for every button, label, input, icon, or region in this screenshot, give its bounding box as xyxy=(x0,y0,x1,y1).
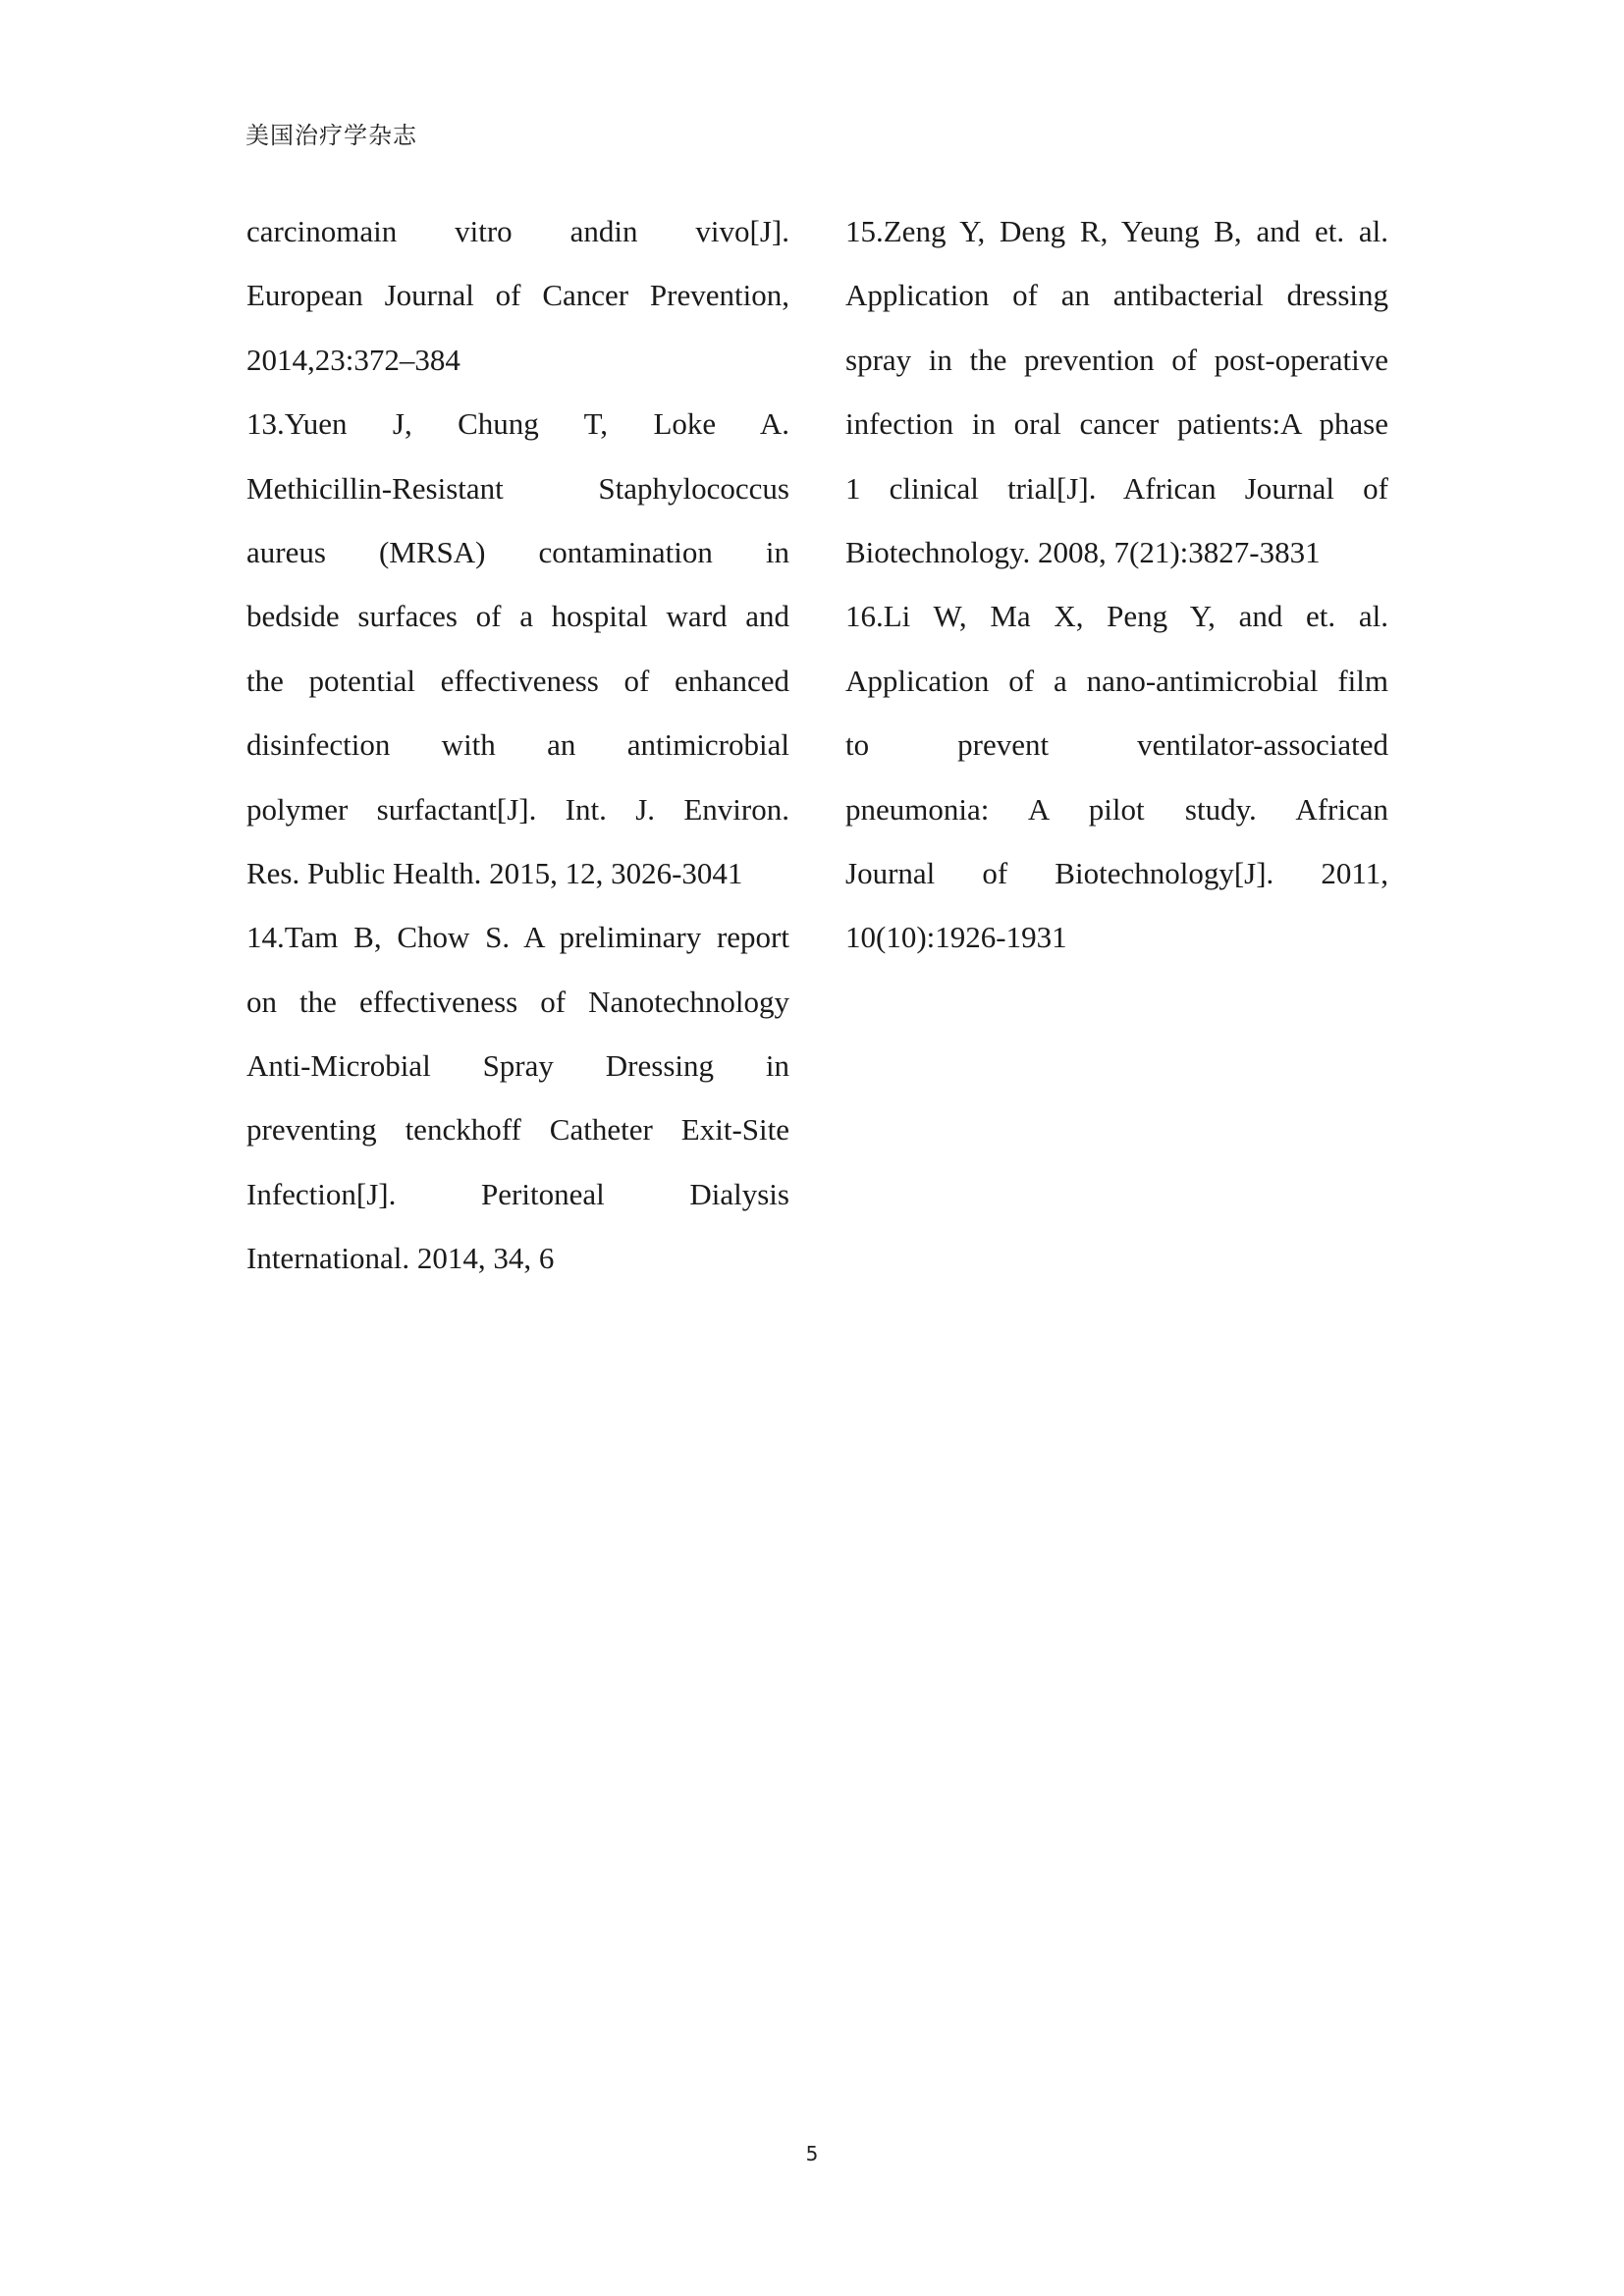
reference-line: 2014,23:372–384 xyxy=(246,342,460,377)
reference-line: Methicillin-Resistant Staphylococcus xyxy=(246,470,789,506)
journal-header: 美国治疗学杂志 xyxy=(245,122,417,149)
reference-line: spray in the prevention of post-operative xyxy=(845,342,1388,377)
reference-line: disinfection with an antimicrobial xyxy=(246,727,789,763)
reference-line: 14.Tam B, Chow S. A preliminary report xyxy=(246,920,789,955)
reference-line: 13.Yuen J, Chung T, Loke A. xyxy=(246,406,789,442)
reference-line: pneumonia: A pilot study. African xyxy=(845,791,1388,827)
reference-line: European Journal of Cancer Prevention, xyxy=(246,278,789,313)
reference-line: Biotechnology. 2008, 7(21):3827-3831 xyxy=(845,534,1321,569)
reference-line: Application of an antibacterial dressing xyxy=(845,278,1388,313)
reference-line: on the effectiveness of Nanotechnology xyxy=(246,984,789,1019)
reference-line: Anti-Microbial Spray Dressing in xyxy=(246,1048,789,1084)
reference-line: 1 clinical trial[J]. African Journal of xyxy=(845,470,1388,506)
reference-line: polymer surfactant[J]. Int. J. Environ. xyxy=(246,791,789,827)
reference-line: the potential effectiveness of enhanced xyxy=(246,663,789,698)
reference-line: Journal of Biotechnology[J]. 2011, xyxy=(845,855,1388,890)
reference-line: 10(10):1926-1931 xyxy=(845,920,1067,955)
reference-line: International. 2014, 34, 6 xyxy=(246,1241,555,1276)
reference-line: carcinomain vitro andin vivo[J]. xyxy=(246,214,789,248)
reference-line: Infection[J]. Peritoneal Dialysis xyxy=(246,1176,789,1211)
reference-line: bedside surfaces of a hospital ward and xyxy=(246,599,789,634)
reference-line: aureus (MRSA) contamination in xyxy=(246,534,789,569)
reference-line: 16.Li W, Ma X, Peng Y, and et. al. xyxy=(845,599,1388,634)
reference-line: Res. Public Health. 2015, 12, 3026-3041 xyxy=(246,855,743,890)
page-number: 5 xyxy=(805,2142,819,2165)
reference-line: 15.Zeng Y, Deng R, Yeung B, and et. al. xyxy=(845,214,1388,248)
reference-line: infection in oral cancer patients:A phase xyxy=(845,406,1388,442)
reference-line: Application of a nano-antimicrobial film xyxy=(845,663,1388,698)
references-column-right xyxy=(845,199,1388,970)
references-column-left xyxy=(246,199,789,1291)
reference-line: to prevent ventilator-associated xyxy=(845,727,1388,763)
reference-line: preventing tenckhoff Catheter Exit-Site xyxy=(246,1112,789,1148)
